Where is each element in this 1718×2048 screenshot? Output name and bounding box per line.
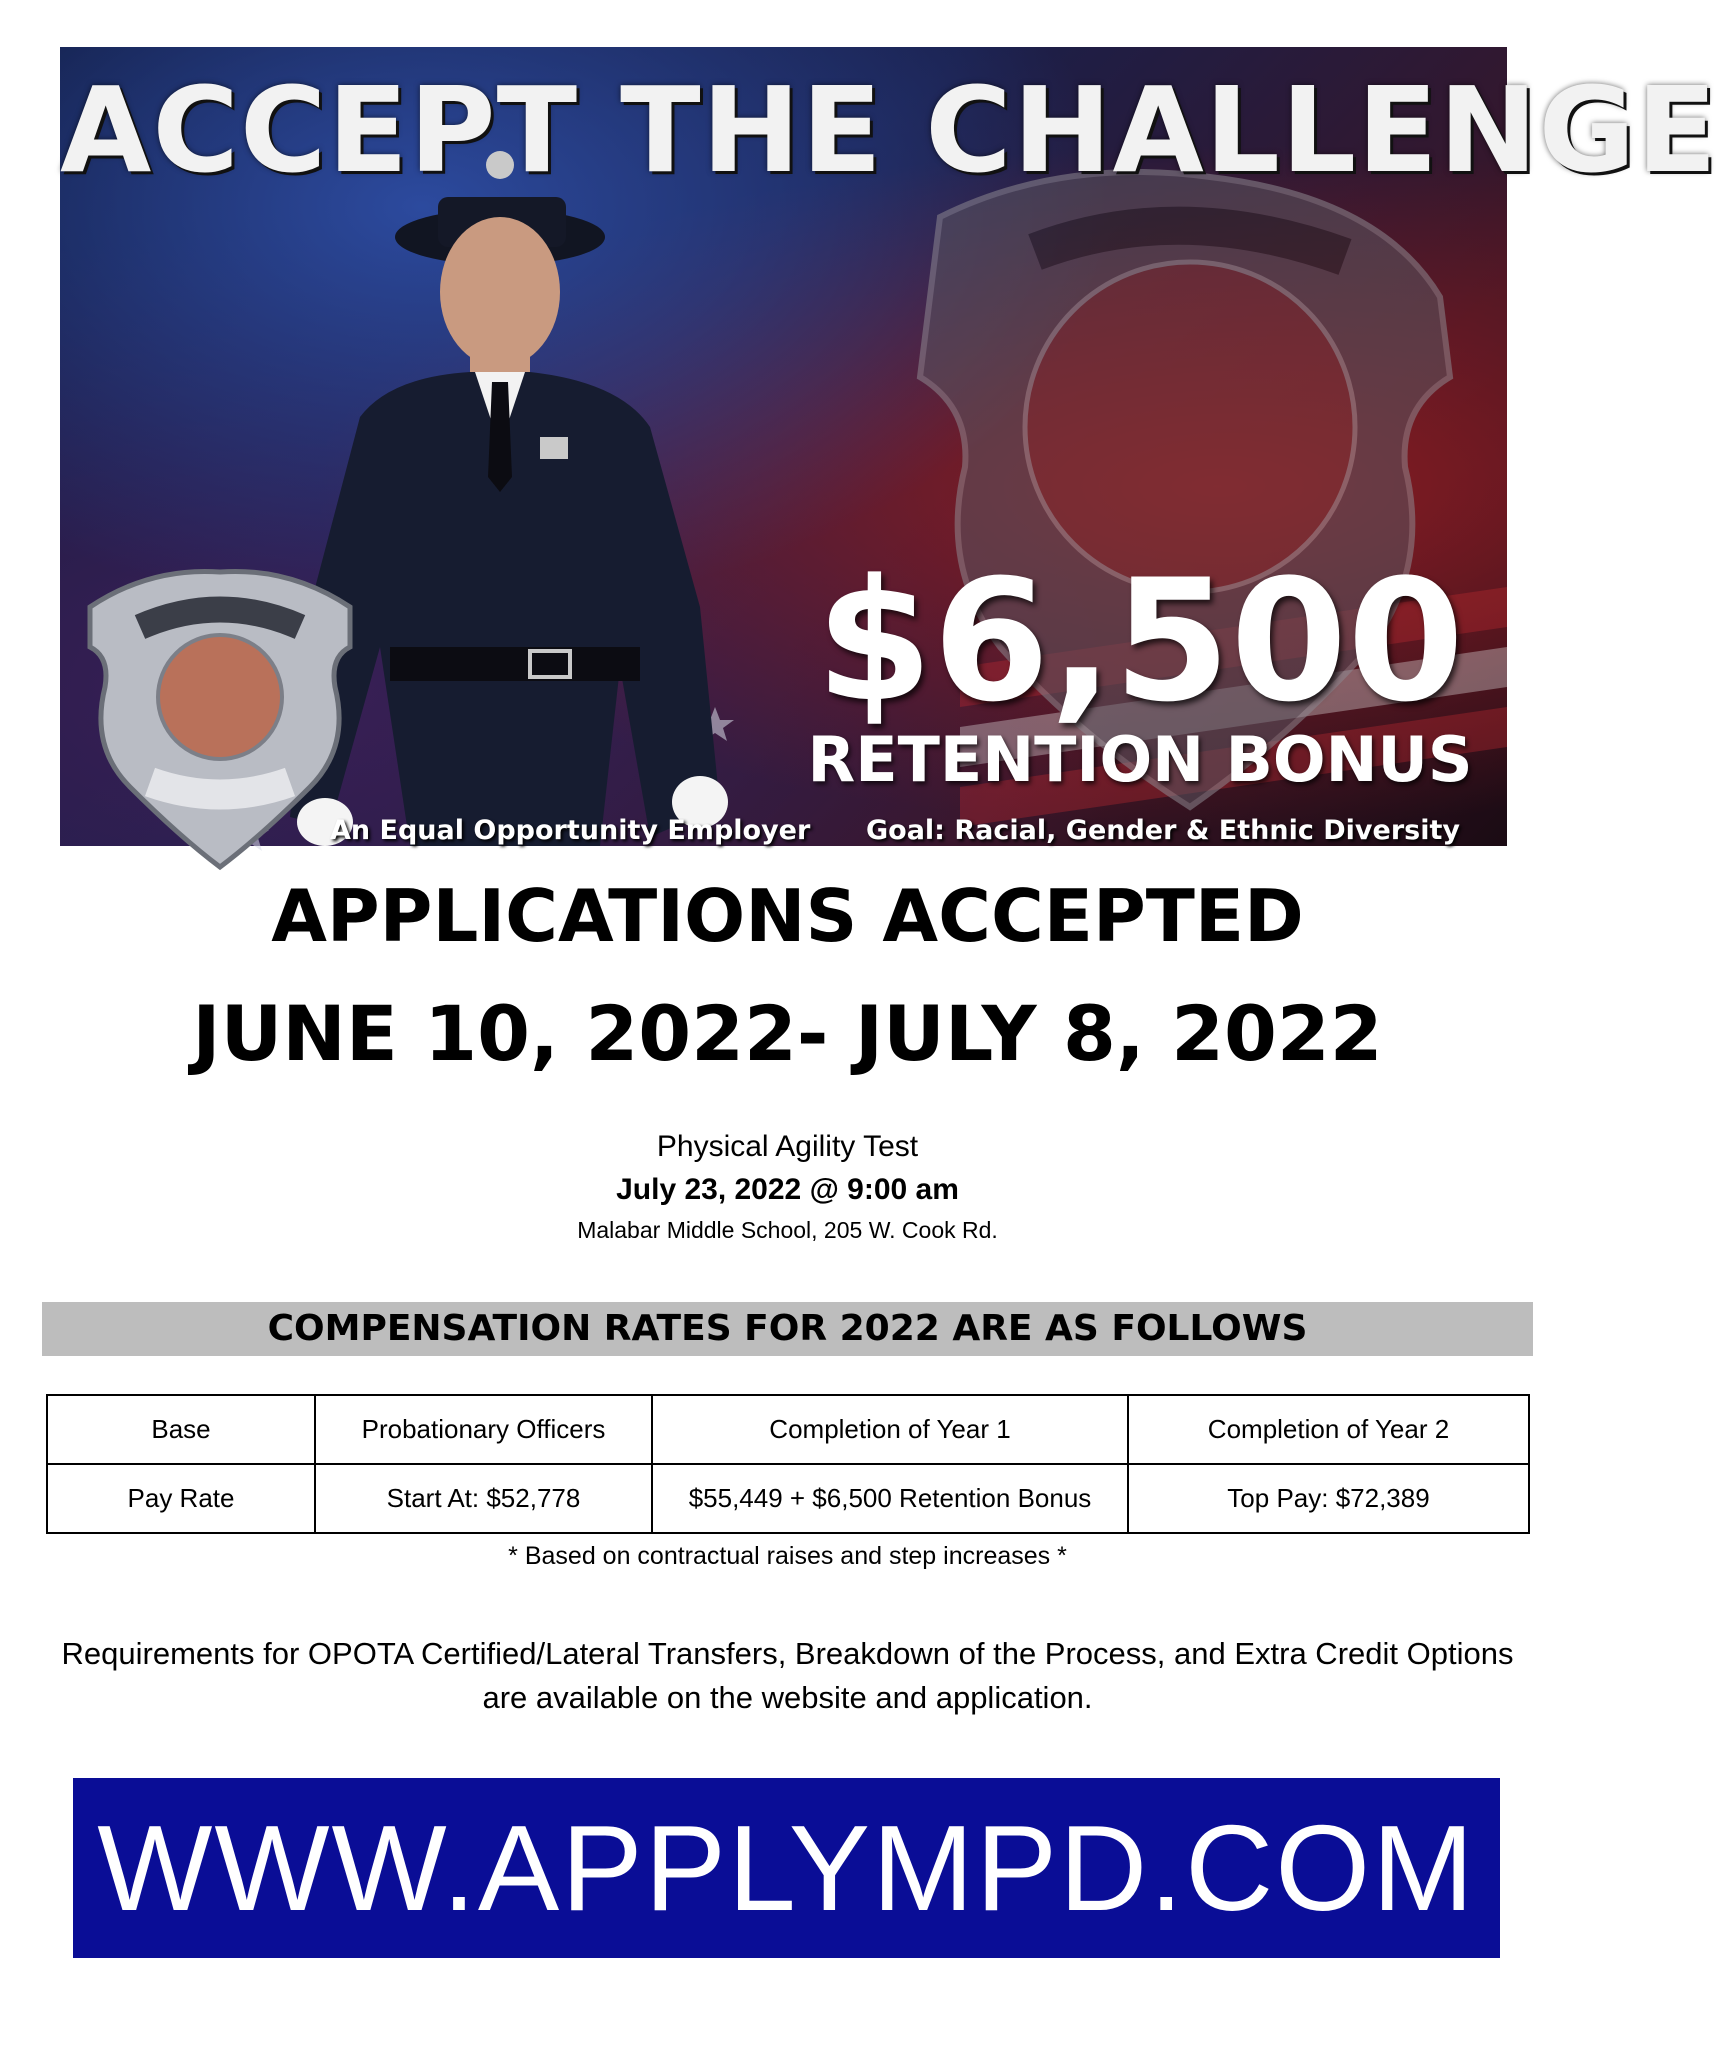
agility-test-location: Malabar Middle School, 205 W. Cook Rd. — [577, 1217, 998, 1243]
agility-test-title: Physical Agility Test — [656, 1130, 919, 1163]
table-cell: Pay Rate — [47, 1464, 315, 1533]
table-cell: Probationary Officers — [315, 1395, 652, 1464]
application-dates: JUNE 10, 2022- JULY 8, 2022 — [192, 989, 1383, 1078]
table-cell: $55,449 + $6,500 Retention Bonus — [652, 1464, 1128, 1533]
table-cell: Top Pay: $72,389 — [1128, 1464, 1529, 1533]
retention-bonus-label: RETENTION BONUS — [807, 723, 1473, 796]
compensation-heading: COMPENSATION RATES FOR 2022 ARE AS FOLLOWS — [42, 1302, 1533, 1356]
table-cell: Base — [47, 1395, 315, 1464]
eeo-statement: An Equal Opportunity Employer — [330, 815, 811, 846]
officer-figure — [290, 151, 728, 846]
recruitment-banner — [60, 47, 1718, 846]
compensation-table — [46, 1394, 1530, 1534]
website-url[interactable]: WWW.APPLYMPD.COM — [73, 1778, 1500, 1958]
table-cell: Start At: $52,778 — [315, 1464, 652, 1533]
table-header-row — [47, 1395, 1529, 1464]
table-cell: Completion of Year 2 — [1128, 1395, 1529, 1464]
applications-heading: APPLICATIONS ACCEPTED — [271, 874, 1304, 958]
banner-headline: ACCEPT THE CHALLENGE — [60, 61, 1718, 199]
table-row — [47, 1464, 1529, 1533]
retention-bonus-amount: $6,500 — [815, 543, 1465, 739]
agility-test-datetime: July 23, 2022 @ 9:00 am — [616, 1173, 959, 1206]
requirements-text: Requirements for OPOTA Certified/Lateral Transfers, Breakdown of the Process, and Extra Credit Options are available on the website and application. — [61, 1636, 1514, 1715]
diversity-goal: Goal: Racial, Gender & Ethnic Diversity — [866, 815, 1460, 846]
table-cell: Completion of Year 1 — [652, 1395, 1128, 1464]
compensation-note: * Based on contractual raises and step increases * — [508, 1542, 1067, 1570]
